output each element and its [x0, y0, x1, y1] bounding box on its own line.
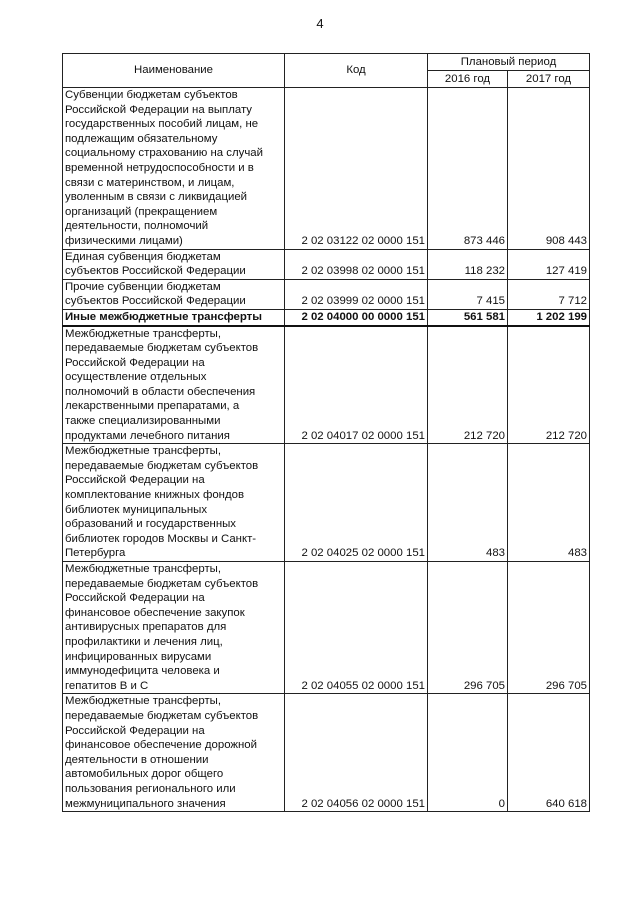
header-year-2017: 2017 год [508, 71, 590, 88]
row-name-line: организаций (прекращением [65, 205, 218, 218]
row-value-2016: 483 [428, 444, 508, 562]
table-row [63, 88, 590, 250]
row-name-line: передаваемые бюджетам субъектов [65, 459, 259, 472]
row-name-line: продуктами лечебного питания [65, 429, 230, 442]
row-code: 2 02 03998 02 0000 151 [285, 249, 428, 279]
row-name-line: субъектов Российской Федерации [65, 265, 246, 278]
row-value-2017: 212 720 [508, 326, 590, 444]
row-name-line: финансовое обеспечение закупок [65, 606, 245, 619]
row-value-2016: 873 446 [428, 88, 508, 250]
row-value-2017: 483 [508, 444, 590, 562]
table-row [63, 309, 590, 325]
table-body [63, 88, 590, 812]
table-row [63, 444, 590, 562]
row-code: 2 02 04055 02 0000 151 [285, 562, 428, 694]
row-name-line: антивирусных препаратов для [65, 621, 227, 634]
row-name-line: профилактики и лечения лиц, [65, 635, 223, 648]
row-name-line: Российской Федерации на [65, 474, 205, 487]
row-name-line: передаваемые бюджетам субъектов [65, 709, 259, 722]
row-name-line: социальному страхованию на случай [65, 147, 263, 160]
row-name [63, 279, 285, 309]
table-row [63, 694, 590, 812]
row-value-2017: 908 443 [508, 88, 590, 250]
row-name-line: подлежащим обязательному [65, 132, 218, 145]
row-value-2017: 296 705 [508, 562, 590, 694]
row-name-line: деятельности в отношении [65, 753, 209, 766]
row-name-line: библиотек муниципальных [65, 503, 208, 516]
row-name-line: временной нетрудоспособности и в [65, 161, 254, 174]
row-name-line: Межбюджетные трансферты, [65, 695, 222, 708]
table-row [63, 562, 590, 694]
row-value-2017: 640 618 [508, 694, 590, 812]
row-name-line: Межбюджетные трансферты, [65, 445, 222, 458]
header-period: Плановый период [428, 54, 590, 71]
row-name-line: связи с материнством, и лицам, [65, 176, 235, 189]
row-code: 2 02 04000 00 0000 151 [285, 309, 428, 325]
row-name-line: физическими лицами) [65, 234, 183, 247]
row-value-2016: 0 [428, 694, 508, 812]
row-name-line: полномочий в области обеспечения [65, 385, 256, 398]
header-name: Наименование [63, 54, 285, 88]
row-name-line: Российской Федерации на выплату [65, 103, 252, 116]
row-name-line: передаваемые бюджетам субъектов [65, 577, 259, 590]
budget-table [62, 53, 590, 812]
row-name-line: передаваемые бюджетам субъектов [65, 342, 259, 355]
row-name-line: Единая субвенция бюджетам [65, 250, 221, 263]
row-name-line: лекарственными препаратами, а [65, 400, 240, 413]
row-name-line: гепатитов В и С [65, 679, 149, 692]
row-name-line: образований и государственных [65, 518, 236, 531]
row-name-line: Субвенции бюджетам субъектов [65, 89, 238, 101]
row-code: 2 02 03999 02 0000 151 [285, 279, 428, 309]
row-name-line: Прочие субвенции бюджетам [65, 280, 221, 293]
row-value-2016: 7 415 [428, 279, 508, 309]
row-value-2017: 127 419 [508, 249, 590, 279]
row-code: 2 02 04056 02 0000 151 [285, 694, 428, 812]
table-row [63, 249, 590, 279]
row-name-line: Российской Федерации на [65, 356, 205, 369]
row-name-line: комплектование книжных фондов [65, 489, 244, 502]
row-name [63, 309, 285, 325]
page-number: 4 [316, 16, 324, 31]
row-name-line: пользования регионального или [65, 782, 236, 795]
table-row [63, 279, 590, 309]
row-name [63, 444, 285, 562]
row-name-line: библиотек городов Москвы и Санкт- [65, 532, 257, 545]
header-code: Код [285, 54, 428, 88]
row-name-line: осуществление отдельных [65, 371, 207, 384]
row-name-line: Иные межбюджетные трансферты [65, 310, 262, 323]
row-value-2016: 118 232 [428, 249, 508, 279]
row-name-line: также специализированными [65, 415, 221, 428]
row-value-2016: 296 705 [428, 562, 508, 694]
row-name-line: инфицированных вирусами [65, 650, 212, 663]
row-name-line: субъектов Российской Федерации [65, 295, 246, 308]
row-name-line: финансовое обеспечение дорожной [65, 739, 258, 752]
row-value-2016: 212 720 [428, 326, 508, 444]
row-name [63, 249, 285, 279]
row-name-line: Межбюджетные трансферты, [65, 563, 222, 575]
row-name-line: уволенным в связи с ликвидацией [65, 191, 248, 204]
row-name [63, 694, 285, 812]
row-value-2016: 561 581 [428, 309, 508, 325]
row-code: 2 02 04025 02 0000 151 [285, 444, 428, 562]
row-name-line: автомобильных дорог общего [65, 768, 224, 781]
row-name-line: деятельности, полномочий [65, 220, 209, 233]
row-code: 2 02 03122 02 0000 151 [285, 88, 428, 250]
row-code: 2 02 04017 02 0000 151 [285, 326, 428, 444]
row-name-line: Межбюджетные трансферты, [65, 327, 222, 340]
row-name-line: государственных пособий лицам, не [65, 118, 259, 131]
row-name [63, 88, 285, 250]
row-name [63, 562, 285, 694]
row-value-2017: 7 712 [508, 279, 590, 309]
row-name-line: Российской Федерации на [65, 724, 205, 737]
row-name [63, 326, 285, 444]
row-name-line: Петербурга [65, 547, 126, 560]
table-row [63, 326, 590, 444]
row-name-line: Российской Федерации на [65, 592, 205, 605]
row-value-2017: 1 202 199 [508, 309, 590, 325]
row-name-line: межмуниципального значения [65, 797, 226, 810]
row-name-line: иммунодефицита человека и [65, 665, 220, 678]
header-year-2016: 2016 год [428, 71, 508, 88]
